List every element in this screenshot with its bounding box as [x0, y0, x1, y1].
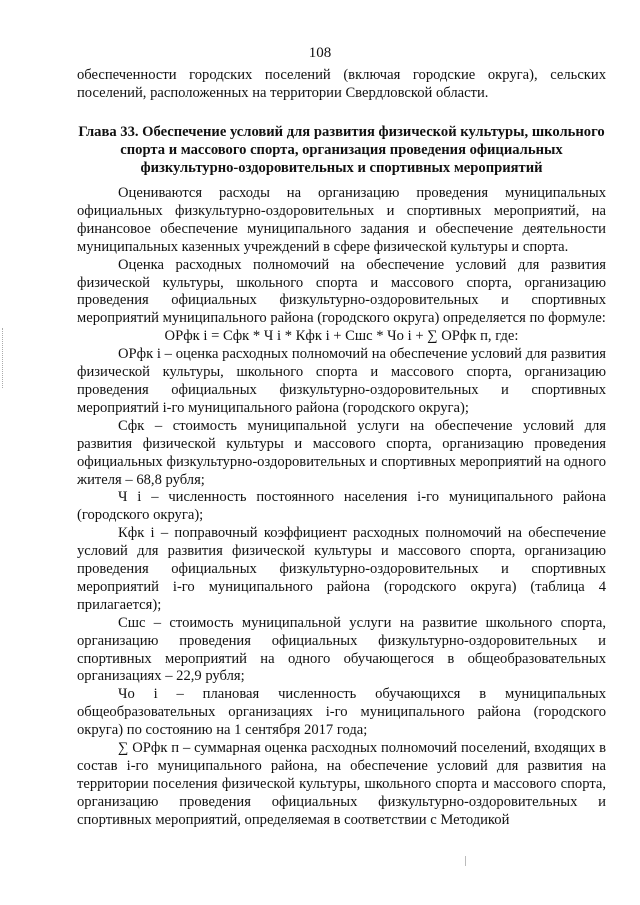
page-number: 108: [308, 45, 332, 61]
definition-orfk: ОРфк i – оценка расходных полномочий на обеспечение условий для развития физической культуры, школьного спорта и массового спорта, организацию проведения официальных физкультурно-оздоровительных и спортивных мероприятий i-го муниципального района (городского округа);: [77, 346, 606, 416]
scan-margin-mark: [2, 328, 4, 388]
scan-corner-mark: [465, 856, 467, 866]
paragraph-expenses: Оцениваются расходы на организацию проведения муниципальных официальных физкультурно-оздоровительных и спортивных мероприятий, на финансовое обеспечение муниципального задания и обеспечение деятельности муниципальных казенных учреждений в сфере физической культуры и спорта.: [77, 185, 606, 255]
formula: ОРфк i = Сфк * Ч i * Кфк i + Сшс * Чо i + ∑ ОРфк п, где:: [164, 328, 519, 345]
definition-sum-orfk: ∑ ОРфк п – суммарная оценка расходных полномочий поселений, входящих в состав i-го муниципального района, на обеспечение условий для развития на территории поселения физической культуры, школьного спорта и массового спорта, организацию проведения официальных физкультурно-оздоровительных и спортивных мероприятий, определяемая в соответствии с Методикой: [77, 740, 606, 828]
definition-sfk: Сфк – стоимость муниципальной услуги на обеспечение условий для развития физической культуры и массового спорта, организацию проведения официальных физкультурно-оздоровительных и спортивных мероприятий на одного жителя – 68,8 рубля;: [77, 417, 606, 488]
definition-kfk: Кфк i – поправочный коэффициент расходных полномочий на обеспечение условий для развития физической культуры и массового спорта, организацию проведения официальных физкультурно-оздоровительных и спортивных мероприятий i-го муниципального района (городского округа) (таблица 4 прилагается);: [77, 525, 606, 613]
intro-text-block: [77, 67, 606, 103]
definition-cho: Чо i – плановая численность обучающихся в муниципальных общеобразовательных организациях i-го муниципального района (городского округа) по состоянию на 1 сентября 2017 года;: [77, 686, 606, 739]
definition-sshs: Сшс – стоимость муниципальной услуги на развитие школьного спорта, организацию проведения официальных физкультурно-оздоровительных и спортивных мероприятий на одного обучающегося в общеобразовательных организациях – 22,9 рубля;: [77, 614, 606, 685]
paragraph-assessment: Оценка расходных полномочий на обеспечение условий для развития физической культуры, школьного спорта и массового спорта, организацию проведения официальных физкультурно-оздоровительных и спортивных мероприятий муниципального района (городского округа) определяется по формуле:: [77, 256, 606, 327]
intro-paragraph: обеспеченности городских поселений (включая городские округа), сельских поселений, расположенных на территории Свердловской области.: [77, 67, 606, 101]
main-text-block: [77, 185, 606, 830]
chapter-heading: Глава 33. Обеспечение условий для развития физической культуры, школьного спорта и массового спорта, организация проведения официальных физкультурно-оздоровительных и спортивных мероприятий: [78, 124, 605, 176]
definition-chi: Ч i – численность постоянного населения i-го муниципального района (городского округа);: [77, 489, 606, 524]
